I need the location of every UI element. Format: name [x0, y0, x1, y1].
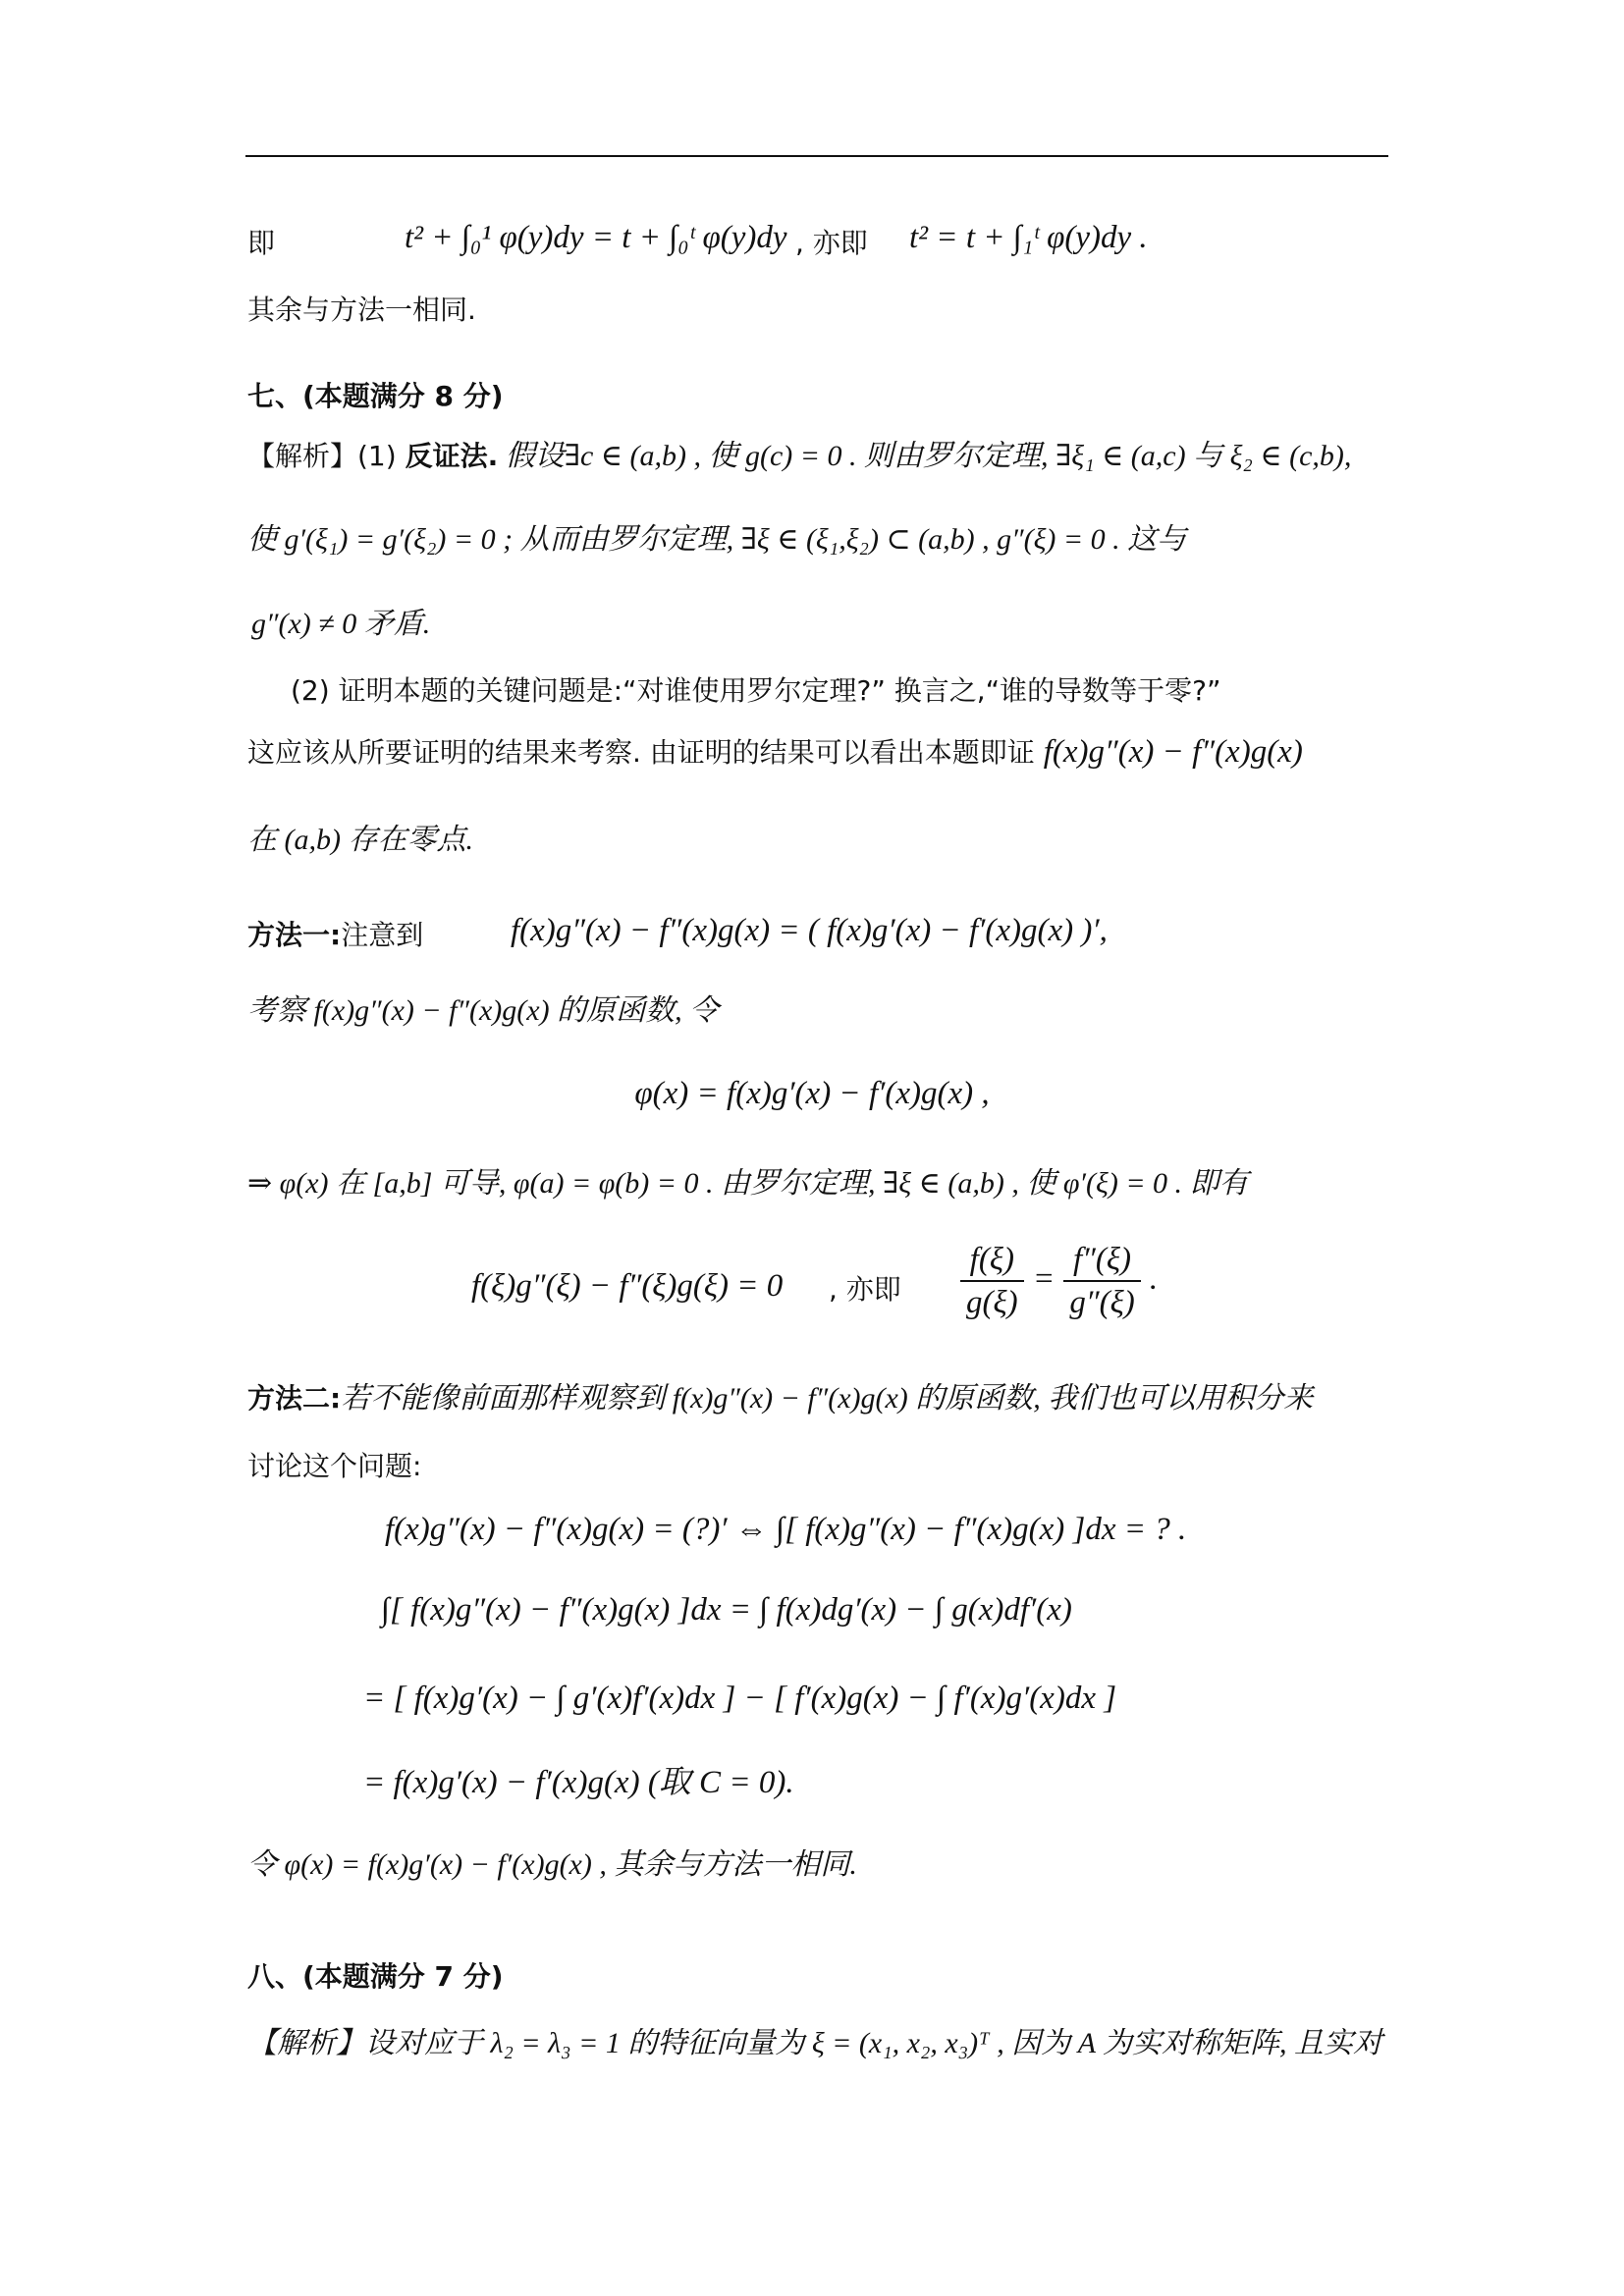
analysis-label: 【解析】(1)	[247, 440, 406, 472]
equation-integration-by-parts: ∫[ f(x)g″(x) − f″(x)g(x) ]dx = ∫ f(x)dg′(x) − ∫ g(x)df′(x)	[381, 1592, 1072, 1628]
text-line: 在 (a,b) 存在零点.	[247, 824, 473, 856]
section-heading-7: 七、(本题满分 8 分)	[247, 380, 504, 412]
fraction-left	[960, 1239, 1024, 1323]
text-span: 假设∃c ∈ (a,b) , 使 g(c) = 0 . 则由罗尔定理, ∃ξ₁ ∈ (a,c) 与 ξ₂ ∈ (c,b),	[498, 440, 1352, 472]
expression: f(x)g″(x) − f″(x)g(x)	[1043, 734, 1303, 770]
text-line: 使 g′(ξ₁) = g′(ξ₂) = 0 ; 从而由罗尔定理, ∃ξ ∈ (ξ₁,ξ₂) ⊂ (a,b) , g″(ξ) = 0 . 这与	[247, 523, 1187, 556]
denominator: g(ξ)	[966, 1285, 1018, 1320]
numerator: f(ξ)	[960, 1239, 1024, 1282]
equation-question: f(x)g″(x) − f″(x)g(x) = (?)′ ⇔ ∫[ f(x)g″(x) − f″(x)g(x) ]dx = ? .	[385, 1512, 1187, 1547]
equation-integral-2: t² = t + ∫₁ᵗ φ(y)dy .	[909, 220, 1148, 255]
numerator: f″(ξ)	[1063, 1239, 1140, 1282]
header-rule	[245, 155, 1388, 157]
text-line: 【解析】设对应于 λ₂ = λ₃ = 1 的特征向量为 ξ = (x₁, x₂, x₃)ᵀ , 因为 A 为实对称矩阵, 且实对	[247, 2027, 1383, 2059]
equation-result: = f(x)g′(x) − f′(x)g(x) (取 C = 0).	[363, 1765, 794, 1800]
denominator: g″(ξ)	[1069, 1285, 1135, 1320]
period: .	[1149, 1261, 1159, 1297]
text-line: 讨论这个问题:	[247, 1450, 422, 1482]
text-line: g″(x) ≠ 0 矛盾.	[251, 608, 431, 640]
method-contradiction: 反证法.	[405, 440, 499, 472]
text-line	[247, 436, 1351, 476]
fraction-right	[1063, 1239, 1140, 1323]
text-yiji: , 亦即	[829, 1273, 901, 1306]
equation-zero: f(ξ)g″(ξ) − f″(ξ)g(ξ) = 0	[471, 1268, 784, 1304]
text-line: 考察 f(x)g″(x) − f″(x)g(x) 的原函数, 令	[247, 994, 720, 1027]
text-span: 注意到	[341, 919, 424, 951]
text-line: (2) 证明本题的关键问题是:“对谁使用罗尔定理?” 换言之,“谁的导数等于零?”	[291, 674, 1221, 707]
text-line	[247, 732, 1303, 773]
equation-phi: φ(x) = f(x)g′(x) − f′(x)g(x) ,	[634, 1076, 990, 1111]
section-heading-8: 八、(本题满分 7 分)	[247, 1960, 504, 1993]
equation-expansion: = [ f(x)g′(x) − ∫ g′(x)f′(x)dx ] − [ f′(x)g(x) − ∫ f′(x)g′(x)dx ]	[363, 1681, 1117, 1716]
text-line: 其余与方法一相同.	[247, 294, 476, 326]
equation-integral-1: t² + ∫₀¹ φ(y)dy = t + ∫₀ᵗ φ(y)dy	[405, 220, 787, 255]
method-1-label: 方法一:	[247, 919, 342, 951]
text-line: 令 φ(x) = f(x)g′(x) − f′(x)g(x) , 其余与方法一相同.	[247, 1848, 857, 1881]
fraction-equation	[960, 1239, 1158, 1323]
equation-derivative: f(x)g″(x) − f″(x)g(x) = ( f(x)g′(x) − f′(x)g(x) )′,	[511, 913, 1108, 948]
text-yiji: , 亦即	[795, 227, 868, 259]
text-ji: 即	[247, 227, 276, 259]
text-span: 若不能像前面那样观察到 f(x)g″(x) − f″(x)g(x) 的原函数, 我们也可以用积分来	[341, 1382, 1314, 1415]
text-line: ⇒ φ(x) 在 [a,b] 可导, φ(a) = φ(b) = 0 . 由罗尔定理, ∃ξ ∈ (a,b) , 使 φ′(ξ) = 0 . 即有	[247, 1167, 1249, 1200]
equals-sign: =	[1032, 1261, 1056, 1297]
method-1-line	[247, 915, 423, 955]
method-2-line	[247, 1378, 1313, 1418]
method-2-label: 方法二:	[247, 1382, 342, 1415]
text-span: 这应该从所要证明的结果来考察. 由证明的结果可以看出本题即证	[247, 736, 1044, 769]
